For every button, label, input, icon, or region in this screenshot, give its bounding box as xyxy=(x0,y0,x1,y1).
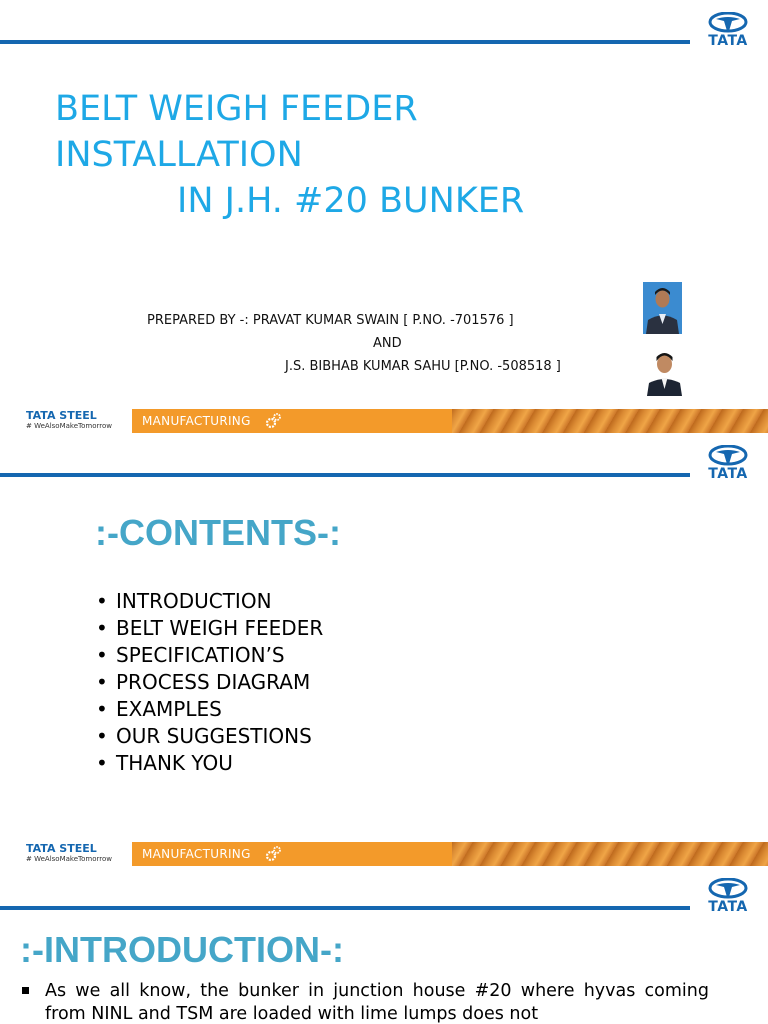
list-item: • OUR SUGGESTIONS xyxy=(96,724,312,748)
footer-texture xyxy=(452,409,768,433)
tata-steel-brand xyxy=(26,409,126,433)
title-line-3: IN J.H. #20 BUNKER xyxy=(177,181,525,221)
brand-name: TATA STEEL xyxy=(26,409,97,422)
tata-emblem-icon xyxy=(700,12,756,34)
slide-title xyxy=(0,0,768,433)
list-item: • INTRODUCTION xyxy=(96,589,272,613)
person-portrait-icon xyxy=(643,282,682,334)
list-item: • THANK YOU xyxy=(96,751,233,775)
list-item: • EXAMPLES xyxy=(96,697,222,721)
list-item: • SPECIFICATION’S xyxy=(96,643,285,667)
brand-name: TATA STEEL xyxy=(26,842,97,855)
header-rule xyxy=(0,906,690,910)
tata-logo xyxy=(700,445,756,483)
contents-list xyxy=(96,588,323,777)
tata-emblem-icon xyxy=(700,445,756,467)
footer-label: MANUFACTURING xyxy=(142,414,251,428)
tata-wordmark: TATA xyxy=(708,899,748,915)
list-item-label: SPECIFICATION’S xyxy=(116,643,285,667)
and-text: AND xyxy=(373,336,402,351)
brand-tagline: # WeAlsoMakeTomorrow xyxy=(26,422,112,430)
header-rule xyxy=(0,40,690,44)
tata-logo xyxy=(700,12,756,50)
tata-logo xyxy=(700,878,756,916)
contents-heading: :-CONTENTS-: xyxy=(95,512,341,553)
list-item: • PROCESS DIAGRAM xyxy=(96,670,311,694)
title-line-1: BELT WEIGH FEEDER xyxy=(55,89,418,129)
list-item-label: INTRODUCTION xyxy=(116,589,272,613)
introduction-heading: :-INTRODUCTION-: xyxy=(20,929,344,970)
introduction-paragraph: As we all know, the bunker in junction house #20 where hyvas coming from NINL and TSM are loaded with lime lumps does not xyxy=(45,981,709,1024)
gear-icon xyxy=(264,412,282,430)
tata-steel-brand xyxy=(26,842,126,866)
brand-tagline: # WeAlsoMakeTomorrow xyxy=(26,855,112,863)
footer-band xyxy=(132,842,768,866)
list-item: • BELT WEIGH FEEDER xyxy=(96,616,324,640)
second-author: J.S. BIBHAB KUMAR SAHU [P.NO. -508518 ] xyxy=(285,359,561,374)
footer-texture xyxy=(452,842,768,866)
list-item-label: BELT WEIGH FEEDER xyxy=(116,616,324,640)
author-photo-1 xyxy=(643,282,682,334)
gear-icon xyxy=(264,845,282,863)
slide-title-text xyxy=(55,86,524,224)
list-item-label: THANK YOU xyxy=(116,751,233,775)
square-bullet-icon xyxy=(22,987,29,994)
list-item-label: EXAMPLES xyxy=(116,697,222,721)
header-rule xyxy=(0,473,690,477)
list-item-label: OUR SUGGESTIONS xyxy=(116,724,312,748)
slide-contents xyxy=(0,433,768,866)
author-photo-2 xyxy=(645,349,684,396)
tata-wordmark: TATA xyxy=(708,466,748,482)
person-portrait-icon xyxy=(645,349,684,396)
footer-band xyxy=(132,409,768,433)
footer-label: MANUFACTURING xyxy=(142,847,251,861)
prepared-by: PREPARED BY -: PRAVAT KUMAR SWAIN [ P.NO. -701576 ] xyxy=(147,313,514,328)
tata-wordmark: TATA xyxy=(708,33,748,49)
title-line-2: INSTALLATION xyxy=(55,135,303,175)
list-item-label: PROCESS DIAGRAM xyxy=(116,670,311,694)
tata-emblem-icon xyxy=(700,878,756,900)
slide-footer xyxy=(0,842,768,866)
slide-footer xyxy=(0,409,768,433)
slide-introduction xyxy=(0,866,768,1024)
